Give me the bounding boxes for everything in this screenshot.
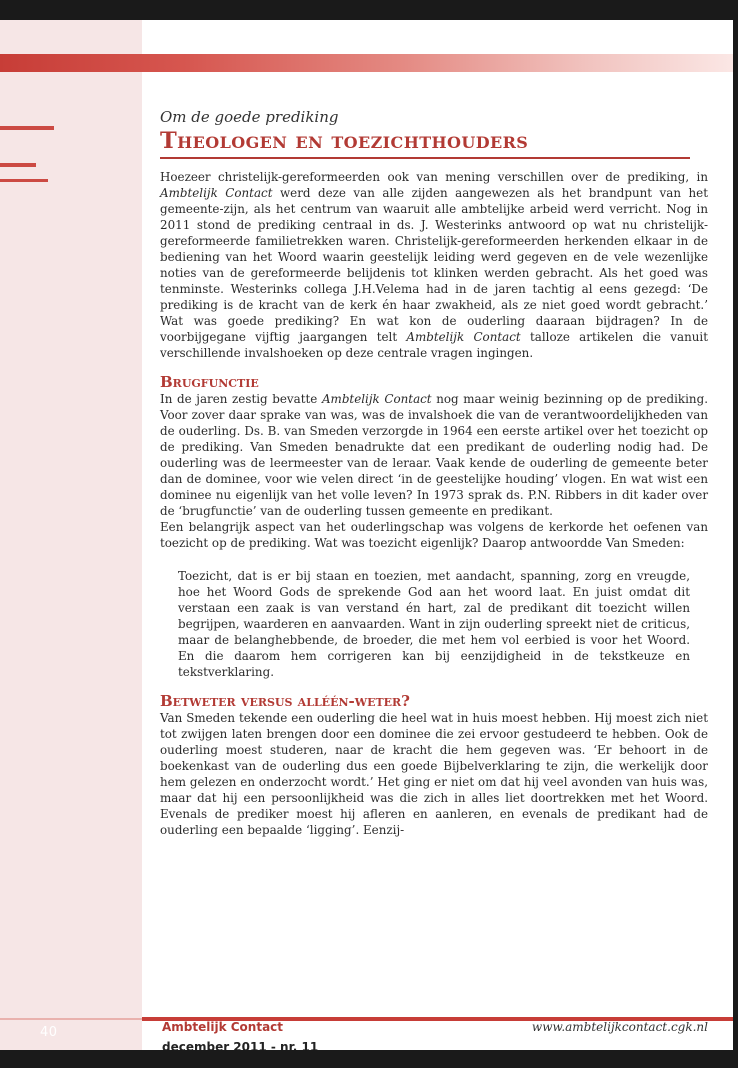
section1-paragraph-2: Een belangrijk aspect van het ouderlingschap was volgens de kerkorde het oefenen van toezicht op de prediking. Wat was toezicht eigenlijk? Daarop antwoordde Van Smeden: xyxy=(160,520,708,550)
section2-paragraph: Van Smeden tekende een ouderling die heel wat in huis moest hebben. Hij moest zich niet tot zwijgen laten brengen door een dominee die zei ervoor gestudeerd te hebben. Ook de ouderling moest studeren, naar de kracht die hem gegeven was. ‘Er behoort in de boekenkast van de ouderling dus een goede Bijbelverklaring te zijn, die werkelijk door hem gelezen en onderzocht wordt.’ Het ging er niet om dat hij veel avonden van huis was, maar dat hij een persoonlijkheid was die zich in alles liet doortrekken met het Woord. Evenals de prediker moest hij afleren en aanleren, en evenals de predikant had de ouderling een bepaalde ‘ligging’. Eenzij- xyxy=(160,711,708,837)
section-heading-betweter: Betweter versus alléén-weter? xyxy=(160,692,410,710)
block-quote: Toezicht, dat is er bij staan en toezien, met aandacht, spanning, zorg en vreugde, hoe het Woord Gods de sprekende God aan het woord laat. En juist omdat dit verstaan een zaak is van verstand én hart, zal de predikant dit toezicht willen begrijpen, waarderen en aanvaarden. Want in zijn ouderling spreekt niet de criticus, maar de belanghebbende, de broeder, die met hem vol eerbied is voor het Woord. En die daarom hem corrigeren kan bij eenzijdigheid in de tekstkeuze en tekstverklaring. xyxy=(178,569,690,679)
magazine-page xyxy=(0,20,733,1050)
text-run: Hoezeer christelijk-gereformeerden ook van mening verschillen over de prediking, in xyxy=(160,170,708,184)
text-run: talloze artikelen die vanuit verschillende invalshoeken op deze centrale vragen ingingen. xyxy=(160,330,708,360)
text-run: In de jaren zestig bevatte xyxy=(160,392,322,406)
article-title: Theologen en toezichthouders xyxy=(160,128,529,154)
publication-name: Ambtelijk Contact xyxy=(406,330,521,344)
sidebar-mark xyxy=(0,163,36,167)
sidebar-mark xyxy=(0,126,54,130)
section1-paragraph xyxy=(160,391,708,519)
footer-publication: Ambtelijk Contact xyxy=(162,1020,284,1034)
sidebar-mark xyxy=(0,179,48,182)
section-heading-brugfunctie: Brugfunctie xyxy=(160,373,259,391)
footer-issue: december 2011 - nr. 11 xyxy=(162,1040,319,1050)
title-underline xyxy=(160,157,690,159)
publication-name: Ambtelijk Contact xyxy=(160,186,273,200)
footer-rule-left xyxy=(0,1018,142,1020)
page-number: 40 xyxy=(40,1025,58,1040)
text-run: nog maar weinig bezinning op de prediking. Voor zover daar sprake van was, was de invalshoek die van de verantwoordelijkheden van de ouderling. Ds. B. van Smeden verzorgde in 1964 een eerste artikel over het toezicht op de prediking. Van Smeden benadrukte dat een predikant de ouderling nodig had. De ouderling was de leermeester van de leraar. Vaak kende de ouderling de gemeente beter dan de dominee, voor wie velen direct ‘in de geestelijke houding’ vlogen. En wat wist een dominee nu eigenlijk van het volle leven? In 1973 sprak ds. P.N. Ribbers in dit kader over de ‘brugfunctie’ van de ouderling tussen gemeente en predikant. xyxy=(160,392,708,518)
intro-paragraph xyxy=(160,169,708,361)
publication-name: Ambtelijk Contact xyxy=(321,392,432,406)
text-run: werd deze van alle zijden aangewezen als het brandpunt van het gemeente-zijn, als het centrum van waaruit alle ambtelijke arbeid werd verricht. Nog in 2011 stond de prediking centraal in ds. J. Westerinks antwoord op wat nu christelijk-gereformeerde familietrekken waren. Christelijk-gereformeerden herkenden elkaar in de bediening van het Woord waarin geestelijk leiding werd gegeven en de vele wezenlijke noties van de gereformeerde belijdenis tot klinken werden gebracht. Als het goed was tenminste. Westerinks collega J.H.Velema had in de jaren tachtig al eens gezegd: ‘De prediking is de kracht van de kerk én haar zwakheid, als ze niet goed wordt gebracht.’ Wat was goede prediking? En wat kon de ouderling daaraan bijdragen? In de voorbijgegane vijftig jaargangen telt xyxy=(160,186,708,344)
article xyxy=(160,108,708,838)
top-color-bar xyxy=(0,54,733,72)
article-kicker: Om de goede prediking xyxy=(160,108,339,126)
footer-url[interactable]: www.ambtelijkcontact.cgk.nl xyxy=(531,1020,708,1034)
left-sidebar-band xyxy=(0,20,142,1050)
